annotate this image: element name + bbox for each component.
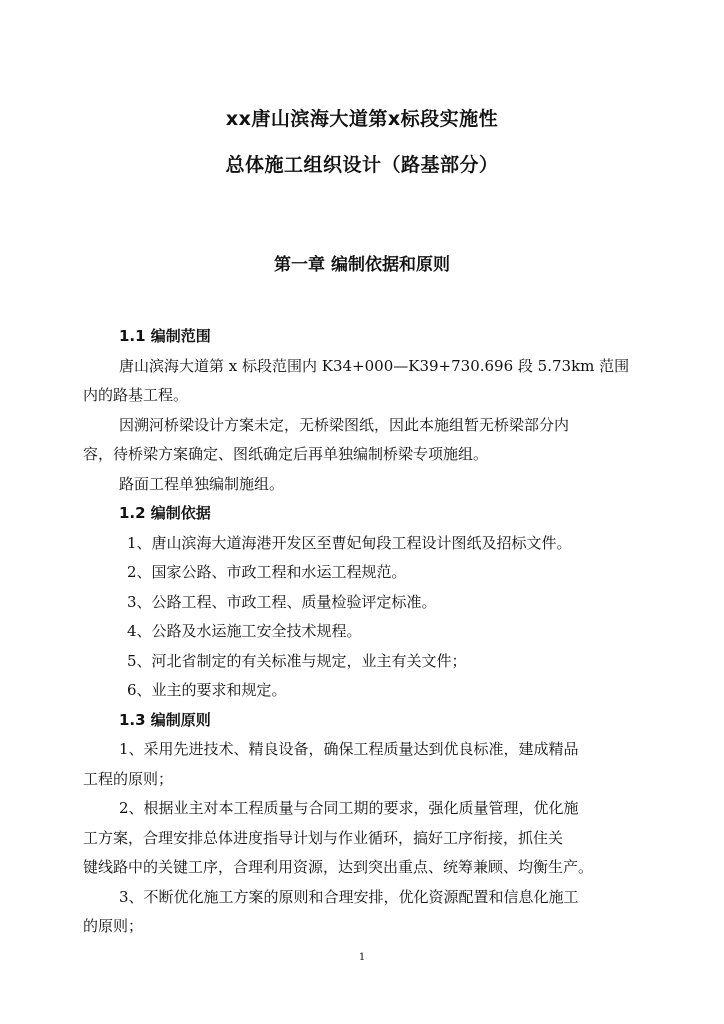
paragraph-line: 的原则； xyxy=(83,917,144,935)
paragraph-line: 键线路中的关键工序，合理利用资源，达到突出重点、统筹兼顾、均衡生产。 xyxy=(83,858,594,876)
section-heading-1-1: 1.1 编制范围 xyxy=(119,327,211,345)
paragraph-line: 容，待桥梁方案确定、图纸确定后再单独编制桥梁专项施组。 xyxy=(83,445,489,463)
document-body xyxy=(83,322,643,942)
paragraph-line: 工程的原则； xyxy=(83,769,174,788)
list-item: 4、公路及水运施工安全技术规程。 xyxy=(127,622,362,640)
paragraph-line: 因溯河桥梁设计方案未定，无桥梁图纸，因此本施组暂无桥梁部分内 xyxy=(119,415,570,434)
list-item: 3、公路工程、市政工程、质量检验评定标准。 xyxy=(127,592,437,611)
paragraph-line: 2、根据业主对本工程质量与合同工期的要求，强化质量管理，优化施 xyxy=(119,799,579,817)
document-title-line2: 总体施工组织设计（路基部分） xyxy=(225,154,499,176)
list-item: 5、河北省制定的有关标准与规定，业主有关文件； xyxy=(127,651,467,670)
paragraph-line: 唐山滨海大道第 x 标段范围内 K34+000—K39+730.696 段 5.73km 范围 xyxy=(119,356,630,375)
list-item: 6、业主的要求和规定。 xyxy=(127,681,287,699)
section-heading-1-2: 1.2 编制依据 xyxy=(119,504,211,522)
chapter-heading: 第一章 编制依据和原则 xyxy=(274,255,450,275)
list-item: 1、唐山滨海大道海港开发区至曹妃甸段工程设计图纸及招标文件。 xyxy=(127,533,572,552)
paragraph-line: 内的路基工程。 xyxy=(83,386,189,404)
paragraph-line: 3、不断优化施工方案的原则和合理安排，优化资源配置和信息化施工 xyxy=(119,887,579,906)
section-heading-1-3: 1.3 编制原则 xyxy=(119,710,211,729)
page-number: 1 xyxy=(358,952,366,963)
paragraph-line: 1、采用先进技术、精良设备，确保工程质量达到优良标准，建成精品 xyxy=(119,740,579,758)
list-item: 2、国家公路、市政工程和水运工程规范。 xyxy=(127,563,407,581)
document-title-line1: xx唐山滨海大道第x标段实施性 xyxy=(225,108,499,130)
paragraph-line: 路面工程单独编制施组。 xyxy=(119,474,285,493)
paragraph-line: 工方案，合理安排总体进度指导计划与作业循环，搞好工序衔接，抓住关 xyxy=(83,828,564,847)
